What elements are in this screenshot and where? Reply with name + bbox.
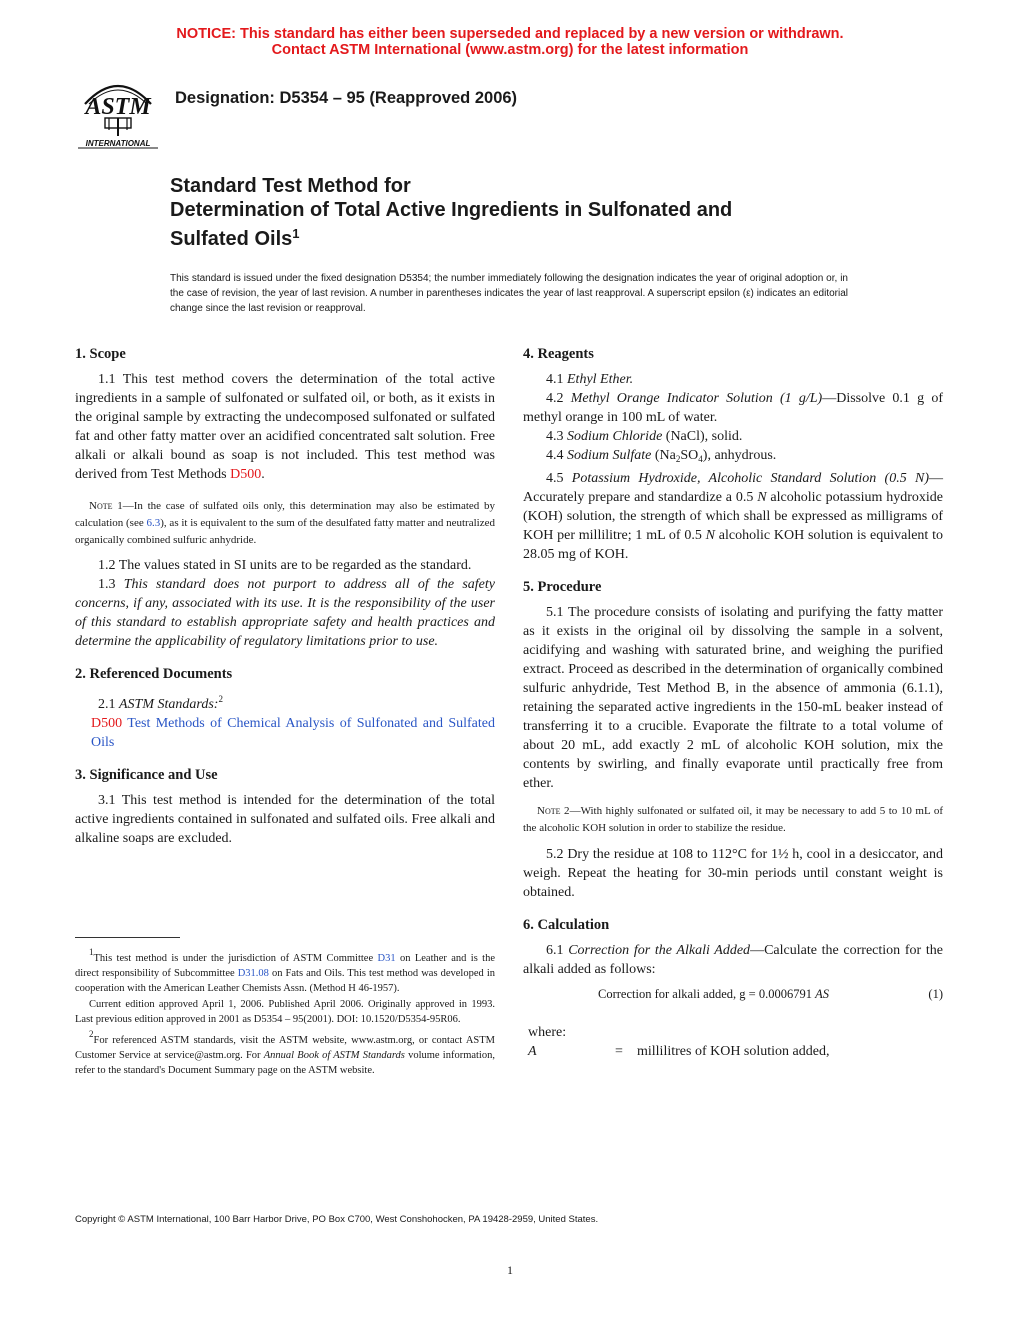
paragraph-1-2: 1.2 The values stated in SI units are to be regarded as the standard. [98, 558, 472, 574]
footnote-1-edition: Current edition approved April 1, 2006. Published April 2006. Originally approved in 1993. Last previous edition approved in 2001 as D5354 – 95(2001). DOI: 10.1520/D5354-95R06. [75, 998, 495, 1025]
paragraph-3-1: 3.1 This test method is intended for the determination of the total active ingredients contained in sulfonated and sulfated oils. Free alkali and alkaline soaps are excluded. [75, 793, 495, 847]
title-line-3: Sulfated Oils$^1$ [170, 226, 300, 250]
section-heading-referenced-documents: 2. Referenced Documents [75, 666, 233, 683]
notice-line-1: NOTICE: This standard has either been superseded and replaced by a new version or withdrawn. [176, 26, 844, 42]
reference-d500 [75, 714, 495, 752]
link-6-3[interactable]: 6.3 [146, 516, 161, 529]
notice-banner [0, 26, 1020, 58]
footnote-divider [75, 937, 180, 938]
note-2: Note 2—With highly sulfonated or sulfated oil, it may be necessary to add 5 to 10 mL of the alcoholic KOH solution in order to stabilize the residue. [523, 805, 944, 834]
link-ref-d500[interactable]: D500 [91, 716, 123, 732]
footnote-2: 2For referenced ASTM standards, visit the ASTM website, www.astm.org, or contact ASTM Customer Service at service@astm.org. For Annual Book of ASTM Standards volume information, refer to the standard's Document Summary page on the ASTM website. [75, 1029, 495, 1077]
paragraph-1-3: 1.3 This standard does not purport to address all of the safety concerns, if any, associated with its use. It is the responsibility of the user of this standard to establish appropriate safety and health practices and determine the applicability of regulatory limitations prior to use. [75, 577, 495, 650]
svg-text:ASTM: ASTM [85, 94, 151, 120]
link-d31-08[interactable]: D31.08 [237, 968, 269, 980]
paragraph-1-1: 1.1 This test method covers the determination of the total active ingredients in a sample of sulfonated or sulfated oil, or both, as it exists in the original sample by extracting the undecomposed sulfonated or sulfated fat and other fatty matter over an acidified concentrated salt solution. Free alkali or alkali bound as soap is not included. This test method was derived from Test Methods D500. [75, 372, 495, 482]
document-title [170, 174, 870, 251]
paragraph-4-4: 4.4 Sodium Sulfate $(Na_2SO_4)$, anhydrous. [546, 448, 777, 464]
section-heading-significance: 3. Significance and Use [75, 767, 218, 784]
astm-logo-icon [75, 74, 161, 150]
paragraph-2-1: 2.1 ASTM Standards:$^2$ [98, 694, 223, 713]
note-1: Note 1—In the case of sulfated oils only, this determination may also be estimated by calculation (see 6.3), as it is equivalent to the sum of the desulfated fatty matter and neutralized organically combined sulfuric anhydride. [75, 500, 495, 546]
link-d31[interactable]: D31 [377, 953, 396, 964]
left-column [75, 345, 495, 848]
definition-a: A = millilitres of KOH solution added, [528, 1043, 830, 1059]
section-heading-procedure: 5. Procedure [523, 579, 602, 595]
title-line-2: Determination of Total Active Ingredients in Sulfonated and [170, 199, 733, 221]
page-number: 1 [507, 1263, 513, 1277]
where-label: where: [528, 1024, 567, 1040]
svg-text:INTERNATIONAL: INTERNATIONAL [85, 139, 151, 148]
paragraph-4-2: 4.2 Methyl Orange Indicator Solution (1 g/L)—Dissolve 0.1 g of methyl orange in 100 mL of water. [523, 391, 944, 425]
section-heading-scope: 1. Scope [75, 346, 126, 362]
footnote-1: 1This test method is under the jurisdiction of ASTM Committee D31 on Leather and is the direct responsibility of Subcommittee D31.08 on Fats and Oils. This test method was developed in cooperation with the American Leather Chemists Assn. (Method H 46-1957). [75, 947, 495, 995]
section-heading-reagents: 4. Reagents [523, 346, 594, 362]
link-ref-d500-title[interactable]: Test Methods of Chemical Analysis of Sulfonated and Sulfated Oils [91, 716, 496, 751]
equation-number: (1) [928, 986, 943, 1001]
designation: Designation: D5354 – 95 (Reapproved 2006) [175, 89, 518, 107]
paragraph-4-3: 4.3 Sodium Chloride (NaCl), solid. [546, 429, 743, 444]
paragraph-4-1: 4.1 Ethyl Ether. [546, 372, 634, 387]
equation-1: Correction for alkali added, g = 0.0006791 AS (1) [523, 985, 943, 1005]
copyright-notice: Copyright © ASTM International, 100 Barr Harbor Drive, PO Box C700, West Conshohocken, PA 19428-2959, United States. [75, 1214, 599, 1225]
link-d500[interactable]: D500 [230, 467, 262, 482]
paragraph-4-5: 4.5 Potassium Hydroxide, Alcoholic Standard Solution (0.5 N)—Accurately prepare and standardize a 0.5 N alcoholic potassium hydroxide (KOH) solution, the strength of which shall be expressed as milligrams of KOH per millilitre; 1 mL of 0.5 N alcoholic KOH solution is equivalent to 28.05 mg of KOH. [523, 471, 944, 562]
section-heading-calculation: 6. Calculation [523, 916, 610, 933]
paragraph-5-1: 5.1 The procedure consists of isolating and purifying the fatty matter as it exists in the original oil by dissolving the sample in a solvent, acidifying and washing with saturated brine, and weighing the purified extract. Proceed as described in the determination of organically combined sulfuric anhydride, Test Method B, in the absence of ammonia (6.1.1), retaining the separated active ingredients in the 150-mL beaker instead of transferring it to a crucible. Evaporate the filtrate to a total volume of about 20 mL, add exactly 2 mL of alcoholic KOH solution, mix the contents by swirling, and finally evaporate until practically free from ether. [523, 605, 943, 791]
issuance-statement: This standard is issued under the fixed designation D5354; the number immediately following the designation indicates the year of original adoption or, in the case of revision, the year of last revision. A number in parentheses indicates the year of last reapproval. A superscript epsilon (ε) indicates an editorial change since the last revision or reapproval. [170, 273, 848, 314]
paragraph-5-2: 5.2 Dry the residue at 108 to 112°C for 1½ h, cool in a desiccator, and weigh. Repeat the heating for 30-min periods until constant weight is obtained. [523, 846, 943, 900]
right-column [523, 345, 943, 1062]
notice-line-2: Contact ASTM International (www.astm.org) for the latest information [271, 42, 749, 58]
title-line-1: Standard Test Method for [170, 175, 411, 197]
footnotes [75, 945, 495, 1079]
paragraph-6-1: 6.1 Correction for the Alkali Added—Calculate the correction for the alkali added as follows: [523, 942, 943, 977]
title-footnote-mark: 1 [292, 226, 300, 241]
